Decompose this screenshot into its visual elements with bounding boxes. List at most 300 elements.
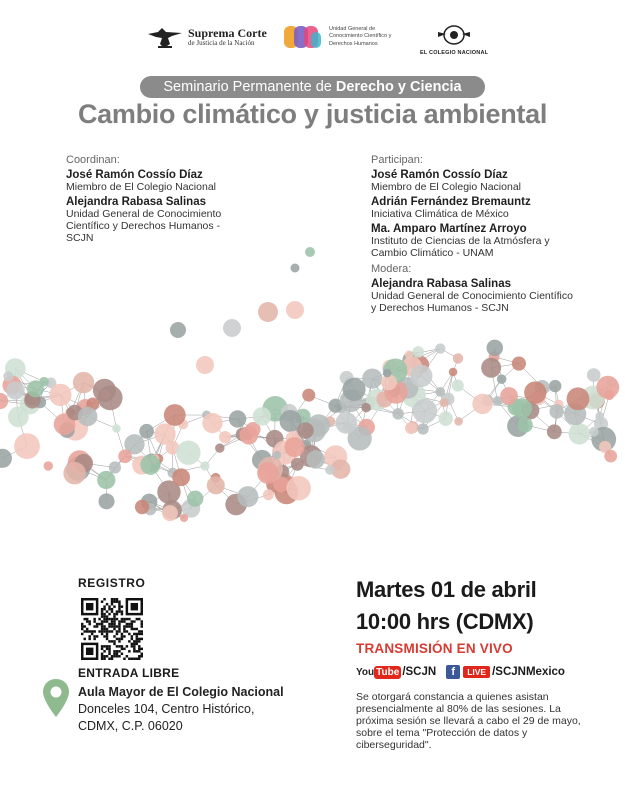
attendance-note: Se otorgará constancia a quienes asistan presencialmente al 80% de las sesiones. La próxima sesión se llevará a cabo el 29 de mayo, sobre el tema "Protección de datos y ciberseguridad". — [356, 691, 581, 751]
colegio-seal-icon — [436, 24, 472, 46]
qr-module — [113, 628, 115, 630]
scjn-logo-line2: de Justicia de la Nación — [188, 39, 255, 47]
qr-module — [118, 620, 120, 622]
qr-module — [118, 650, 120, 652]
qr-module — [138, 645, 140, 647]
qr-module — [133, 640, 135, 642]
qr-module — [103, 615, 105, 617]
network-dot — [223, 319, 241, 337]
network-dot — [78, 407, 98, 427]
qr-module — [101, 608, 103, 610]
qr-module — [141, 653, 143, 655]
qr-module — [113, 650, 115, 652]
qr-module — [106, 630, 108, 632]
network-dot — [196, 356, 214, 374]
network-dot — [435, 387, 445, 397]
network-dot — [112, 424, 121, 433]
qr-module — [101, 633, 103, 635]
qr-module — [103, 598, 105, 600]
network-dot — [286, 476, 310, 500]
qr-module — [108, 650, 110, 652]
network-dot — [518, 417, 533, 432]
qr-module — [121, 610, 123, 612]
coordinator-name: José Ramón Cossío Díaz — [66, 169, 203, 181]
qr-finder-square — [86, 648, 93, 655]
qr-module — [116, 600, 118, 602]
network-dot — [162, 505, 178, 521]
qr-module — [126, 625, 128, 627]
qr-module — [113, 600, 115, 602]
network-dot — [176, 441, 200, 465]
qr-module — [116, 613, 118, 615]
qr-module — [83, 625, 85, 627]
venue-address — [78, 684, 284, 735]
network-dot — [589, 427, 599, 437]
qr-module — [141, 625, 143, 627]
network-dot — [569, 423, 590, 444]
network-dot — [291, 264, 300, 273]
qr-module — [81, 628, 83, 630]
qr-module — [138, 648, 140, 650]
qr-module — [128, 640, 130, 642]
network-dot — [405, 422, 417, 434]
qr-module — [131, 638, 133, 640]
qr-module — [133, 658, 135, 660]
network-dot — [118, 449, 132, 463]
network-dot — [604, 390, 614, 400]
network-dot — [487, 340, 503, 356]
qr-module — [111, 658, 113, 660]
network-dot — [257, 462, 279, 484]
youtube-icon: Tube — [376, 666, 400, 678]
qr-module — [128, 658, 130, 660]
network-dot — [263, 489, 274, 500]
qr-module — [131, 635, 133, 637]
qr-module — [136, 650, 138, 652]
qr-module — [101, 625, 103, 627]
network-dot — [493, 396, 503, 406]
facebook-handle-link[interactable]: /SCJNMexico — [492, 666, 565, 678]
qr-module — [106, 615, 108, 617]
network-dot — [440, 398, 449, 407]
network-dot — [43, 461, 52, 470]
network-dot — [14, 433, 40, 459]
facebook-live-badge: LIVE — [463, 666, 490, 678]
qr-module — [136, 638, 138, 640]
qr-module — [108, 658, 110, 660]
qr-module — [106, 638, 108, 640]
participant-name: José Ramón Cossío Díaz — [371, 169, 508, 181]
qr-module — [123, 618, 125, 620]
qr-module — [141, 638, 143, 640]
qr-module — [101, 630, 103, 632]
modera-label: Modera: — [371, 263, 412, 275]
qr-module — [136, 628, 138, 630]
seminar-banner — [140, 76, 485, 98]
network-dot — [164, 404, 186, 426]
qr-module — [133, 633, 135, 635]
qr-module — [86, 618, 88, 620]
network-dot — [567, 387, 590, 410]
qr-module — [138, 638, 140, 640]
participan-label: Participan: — [371, 154, 423, 166]
unidad-general-mark-icon — [283, 24, 323, 50]
qr-module — [123, 625, 125, 627]
qr-module — [123, 658, 125, 660]
qr-module — [138, 630, 140, 632]
qr-module — [101, 620, 103, 622]
qr-module — [126, 618, 128, 620]
qr-module — [118, 623, 120, 625]
qr-module — [101, 648, 103, 650]
network-dot — [3, 371, 13, 381]
qr-module — [83, 630, 85, 632]
network-dot — [49, 384, 71, 406]
qr-module — [108, 605, 110, 607]
qr-module — [116, 625, 118, 627]
venue-street: Donceles 104, Centro Histórico, — [78, 702, 255, 716]
qr-module — [118, 603, 120, 605]
qr-module — [116, 650, 118, 652]
seminar-topic: Derecho y Ciencia — [335, 79, 462, 95]
qr-module — [116, 630, 118, 632]
qr-code[interactable] — [81, 598, 143, 660]
network-dot — [170, 322, 186, 338]
qr-module — [123, 620, 125, 622]
qr-module — [93, 618, 95, 620]
coordinator-affiliation: Unidad General de Conocimiento Científico y Derechos Humanos - SCJN — [66, 208, 222, 244]
qr-module — [111, 630, 113, 632]
qr-finder-square — [86, 603, 93, 610]
participant-affiliation: Instituto de Ciencias de la Atmósfera y Cambio Climático - UNAM — [371, 235, 550, 259]
qr-module — [103, 645, 105, 647]
network-dot — [547, 424, 562, 439]
qr-module — [121, 620, 123, 622]
qr-module — [93, 635, 95, 637]
qr-module — [116, 655, 118, 657]
qr-module — [108, 608, 110, 610]
qr-module — [113, 655, 115, 657]
network-dot — [305, 247, 315, 257]
network-dot — [273, 451, 281, 459]
network-dot — [335, 412, 357, 434]
qr-module — [108, 625, 110, 627]
qr-module — [138, 658, 140, 660]
network-dot — [0, 449, 12, 468]
qr-module — [141, 630, 143, 632]
qr-module — [126, 655, 128, 657]
qr-module — [111, 618, 113, 620]
qr-module — [121, 645, 123, 647]
qr-module — [111, 600, 113, 602]
qr-module — [123, 648, 125, 650]
network-dot — [286, 301, 304, 319]
network-dot — [361, 403, 371, 413]
qr-module — [106, 655, 108, 657]
qr-module — [81, 625, 83, 627]
network-dot — [6, 381, 24, 399]
network-dot — [73, 372, 94, 393]
qr-module — [103, 630, 105, 632]
eagle-icon — [146, 24, 184, 50]
network-dot — [302, 389, 315, 402]
qr-module — [136, 618, 138, 620]
qr-module — [103, 620, 105, 622]
network-dot — [453, 353, 463, 363]
qr-module — [101, 645, 103, 647]
qr-module — [91, 633, 93, 635]
coordinan-label: Coordinan: — [66, 154, 120, 166]
qr-module — [111, 620, 113, 622]
qr-module — [108, 648, 110, 650]
network-dot — [587, 368, 601, 382]
qr-module — [128, 618, 130, 620]
qr-module — [138, 633, 140, 635]
qr-module — [96, 623, 98, 625]
network-dot — [405, 350, 413, 358]
network-dot — [497, 374, 507, 384]
qr-module — [103, 658, 105, 660]
qr-module — [86, 630, 88, 632]
network-dot — [481, 358, 501, 378]
qr-module — [108, 618, 110, 620]
network-dot — [435, 343, 445, 353]
qr-module — [93, 638, 95, 640]
network-dot — [8, 407, 29, 428]
qr-module — [96, 625, 98, 627]
location-pin-icon — [42, 678, 70, 718]
network-dot — [180, 514, 188, 522]
facebook-icon: f — [446, 665, 460, 679]
qr-module — [116, 633, 118, 635]
network-dot — [549, 380, 561, 392]
qr-module — [118, 640, 120, 642]
qr-module — [111, 640, 113, 642]
qr-module — [116, 598, 118, 600]
qr-module — [106, 610, 108, 612]
qr-module — [118, 638, 120, 640]
qr-module — [118, 628, 120, 630]
qr-module — [93, 620, 95, 622]
unidad-general-logo-text: Unidad General de Conocimiento Científico y Derechos Humanos — [329, 25, 392, 47]
qr-module — [136, 633, 138, 635]
qr-module — [103, 605, 105, 607]
qr-module — [106, 633, 108, 635]
qr-module — [116, 645, 118, 647]
qr-module — [113, 615, 115, 617]
qr-finder-square — [131, 603, 138, 610]
network-dot — [239, 426, 258, 445]
qr-module — [98, 623, 100, 625]
qr-module — [141, 620, 143, 622]
qr-module — [108, 653, 110, 655]
entrada-libre: ENTRADA LIBRE — [78, 666, 180, 680]
network-dot — [452, 380, 464, 392]
live-stream-heading: TRANSMISIÓN EN VIVO — [356, 641, 513, 656]
qr-module — [106, 645, 108, 647]
participant-name: Adrián Fernández Bremauntz — [371, 196, 531, 208]
qr-module — [126, 623, 128, 625]
network-dot — [187, 490, 203, 506]
qr-module — [121, 653, 123, 655]
qr-module — [83, 638, 85, 640]
qr-module — [133, 648, 135, 650]
qr-module — [111, 623, 113, 625]
qr-module — [101, 613, 103, 615]
qr-module — [111, 608, 113, 610]
network-dot — [512, 356, 526, 370]
network-dot — [439, 411, 453, 425]
network-dot — [229, 410, 246, 427]
qr-module — [113, 623, 115, 625]
qr-module — [88, 638, 90, 640]
network-dot — [39, 377, 49, 387]
network-dot — [297, 422, 313, 438]
network-dot — [98, 493, 114, 509]
venue-name: Aula Mayor de El Colegio Nacional — [78, 685, 284, 699]
venue-city: CDMX, C.P. 06020 — [78, 719, 183, 733]
qr-module — [101, 655, 103, 657]
qr-module — [126, 630, 128, 632]
qr-module — [106, 618, 108, 620]
qr-module — [118, 645, 120, 647]
qr-module — [106, 628, 108, 630]
qr-module — [113, 598, 115, 600]
qr-module — [111, 598, 113, 600]
qr-module — [113, 620, 115, 622]
qr-module — [121, 648, 123, 650]
qr-module — [138, 640, 140, 642]
network-dot — [109, 461, 121, 473]
qr-module — [123, 628, 125, 630]
qr-module — [133, 650, 135, 652]
scjn-logo — [146, 24, 267, 50]
network-dot — [412, 346, 424, 358]
qr-module — [121, 613, 123, 615]
network-dot — [410, 365, 432, 387]
qr-module — [113, 643, 115, 645]
qr-module — [113, 618, 115, 620]
qr-module — [118, 608, 120, 610]
qr-module — [111, 603, 113, 605]
qr-module — [131, 643, 133, 645]
qr-module — [123, 630, 125, 632]
qr-module — [101, 628, 103, 630]
qr-module — [141, 633, 143, 635]
qr-module — [106, 648, 108, 650]
qr-module — [113, 605, 115, 607]
qr-module — [113, 613, 115, 615]
qr-module — [138, 618, 140, 620]
network-dot — [219, 431, 231, 443]
dot-network-illustration — [0, 240, 625, 570]
network-dot — [172, 468, 190, 486]
qr-module — [103, 608, 105, 610]
coordinator-name: Alejandra Rabasa Salinas — [66, 196, 206, 208]
colegio-logo-text: EL COLEGIO NACIONAL — [420, 50, 489, 56]
qr-module — [116, 638, 118, 640]
qr-module — [118, 630, 120, 632]
qr-module — [136, 658, 138, 660]
qr-module — [141, 648, 143, 650]
qr-module — [131, 628, 133, 630]
participant-name: Ma. Amparo Martínez Arroyo — [371, 223, 527, 235]
qr-module — [128, 625, 130, 627]
qr-module — [133, 643, 135, 645]
qr-module — [103, 618, 105, 620]
qr-module — [101, 600, 103, 602]
qr-module — [88, 635, 90, 637]
qr-module — [136, 640, 138, 642]
qr-module — [133, 620, 135, 622]
qr-module — [103, 628, 105, 630]
qr-module — [116, 610, 118, 612]
network-dot — [253, 407, 271, 425]
qr-module — [108, 623, 110, 625]
qr-module — [111, 610, 113, 612]
network-dot — [604, 450, 617, 463]
qr-module — [131, 658, 133, 660]
qr-module — [111, 655, 113, 657]
qr-module — [121, 605, 123, 607]
network-dot — [417, 423, 428, 434]
qr-module — [138, 655, 140, 657]
qr-module — [141, 623, 143, 625]
event-date: Martes 01 de abril — [356, 577, 537, 602]
qr-module — [111, 625, 113, 627]
qr-module — [116, 618, 118, 620]
qr-module — [131, 623, 133, 625]
qr-module — [81, 633, 83, 635]
qr-module — [101, 615, 103, 617]
qr-module — [126, 645, 128, 647]
qr-module — [118, 655, 120, 657]
qr-module — [136, 635, 138, 637]
qr-module — [88, 620, 90, 622]
youtube-handle-link[interactable]: /SCJN — [402, 666, 437, 678]
network-dot — [383, 369, 391, 377]
network-dot — [285, 437, 305, 457]
qr-module — [131, 625, 133, 627]
network-dot — [207, 476, 225, 494]
network-dot — [140, 455, 160, 475]
qr-module — [131, 620, 133, 622]
seminar-prefix: Seminario Permanente de — [163, 79, 336, 95]
network-dot — [392, 408, 403, 419]
qr-module — [128, 623, 130, 625]
social-links — [356, 663, 565, 681]
qr-module — [106, 620, 108, 622]
qr-module — [108, 630, 110, 632]
qr-module — [93, 630, 95, 632]
qr-module — [96, 635, 98, 637]
qr-module — [121, 638, 123, 640]
qr-module — [116, 653, 118, 655]
network-dot — [306, 450, 324, 468]
unidad-general-logo — [283, 24, 399, 50]
qr-module — [118, 610, 120, 612]
qr-module — [101, 653, 103, 655]
qr-module — [103, 655, 105, 657]
qr-module — [131, 645, 133, 647]
qr-module — [133, 628, 135, 630]
qr-module — [138, 650, 140, 652]
qr-module — [123, 635, 125, 637]
qr-module — [83, 618, 85, 620]
qr-module — [101, 610, 103, 612]
network-dot — [325, 465, 335, 475]
youtube-icon-you: You — [356, 666, 375, 678]
